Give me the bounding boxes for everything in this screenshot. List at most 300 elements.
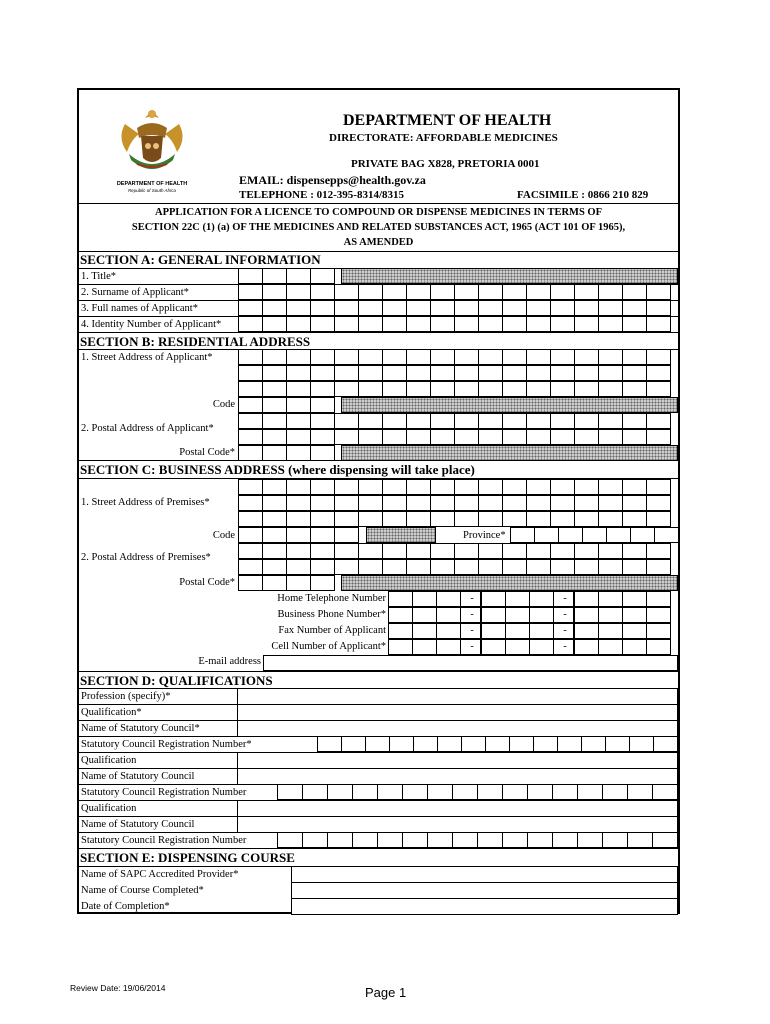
business-postal-code-box[interactable] [262, 575, 287, 591]
province-box[interactable] [558, 527, 583, 543]
street-address-premises-box[interactable] [430, 511, 455, 527]
phone-number-box[interactable] [622, 639, 647, 655]
phone-prefix-box[interactable] [481, 623, 506, 639]
registration-number-box[interactable] [427, 832, 453, 848]
street-address-applicant-box[interactable] [646, 381, 671, 397]
phone-area-code-box[interactable] [436, 639, 461, 655]
postal-address-applicant-box[interactable] [550, 413, 575, 429]
postal-address-premises-box[interactable] [286, 543, 311, 559]
qualification-input[interactable] [237, 688, 678, 705]
postal-address-premises-box[interactable] [526, 543, 551, 559]
qualification-input[interactable] [237, 704, 678, 721]
street-address-applicant-box[interactable] [286, 365, 311, 381]
postal-address-premises-box[interactable] [238, 559, 263, 575]
postal-address-applicant-box[interactable] [238, 429, 263, 445]
registration-number-box[interactable] [509, 736, 534, 752]
residential-postal-code-box[interactable] [286, 445, 311, 461]
street-address-premises-box[interactable] [454, 479, 479, 495]
phone-prefix-box[interactable] [505, 623, 530, 639]
surname-box[interactable] [262, 284, 287, 300]
dispensing-course-input[interactable] [291, 866, 678, 883]
postal-address-premises-box[interactable] [478, 543, 503, 559]
surname-box[interactable] [382, 284, 407, 300]
street-address-premises-box[interactable] [406, 511, 431, 527]
street-address-applicant-box[interactable] [406, 381, 431, 397]
registration-number-box[interactable] [302, 832, 328, 848]
phone-number-box[interactable] [646, 623, 671, 639]
street-address-applicant-box[interactable] [622, 381, 647, 397]
street-address-premises-box[interactable] [382, 511, 407, 527]
postal-address-premises-box[interactable] [574, 543, 599, 559]
street-address-applicant-box[interactable] [574, 365, 599, 381]
postal-address-applicant-box[interactable] [526, 429, 551, 445]
postal-address-applicant-box[interactable] [382, 413, 407, 429]
identity-number-box[interactable] [238, 316, 263, 332]
postal-address-premises-box[interactable] [286, 559, 311, 575]
street-address-applicant-box[interactable] [646, 365, 671, 381]
registration-number-box[interactable] [552, 832, 578, 848]
street-address-applicant-box[interactable] [262, 381, 287, 397]
postal-address-premises-box[interactable] [646, 543, 671, 559]
postal-address-applicant-box[interactable] [502, 413, 527, 429]
phone-number-box[interactable] [622, 623, 647, 639]
phone-number-box[interactable] [574, 607, 599, 623]
identity-number-box[interactable] [598, 316, 623, 332]
registration-number-box[interactable] [427, 784, 453, 800]
street-address-premises-box[interactable] [334, 511, 359, 527]
street-address-premises-box[interactable] [622, 495, 647, 511]
street-address-premises-box[interactable] [550, 495, 575, 511]
qualification-input[interactable] [237, 768, 678, 785]
postal-address-premises-box[interactable] [454, 559, 479, 575]
phone-number-box[interactable] [598, 639, 623, 655]
street-address-premises-box[interactable] [430, 479, 455, 495]
street-address-premises-box[interactable] [502, 511, 527, 527]
postal-address-premises-box[interactable] [310, 543, 335, 559]
postal-address-applicant-box[interactable] [430, 413, 455, 429]
business-postal-code-box[interactable] [310, 575, 335, 591]
title-box[interactable] [262, 268, 287, 284]
street-address-premises-box[interactable] [334, 495, 359, 511]
street-address-applicant-box[interactable] [358, 381, 383, 397]
postal-address-premises-box[interactable] [502, 543, 527, 559]
street-address-applicant-box[interactable] [286, 349, 311, 365]
surname-box[interactable] [430, 284, 455, 300]
registration-number-box[interactable] [461, 736, 486, 752]
registration-number-box[interactable] [502, 784, 528, 800]
street-address-applicant-box[interactable] [262, 365, 287, 381]
phone-area-code-box[interactable] [388, 607, 413, 623]
registration-number-box[interactable] [317, 736, 342, 752]
registration-number-box[interactable] [302, 784, 328, 800]
registration-number-box[interactable] [653, 736, 678, 752]
business-postal-code-box[interactable] [238, 575, 263, 591]
street-address-premises-box[interactable] [526, 511, 551, 527]
street-address-premises-box[interactable] [262, 495, 287, 511]
street-address-applicant-box[interactable] [478, 365, 503, 381]
full-names-box[interactable] [238, 300, 263, 316]
full-names-box[interactable] [334, 300, 359, 316]
street-address-applicant-box[interactable] [526, 381, 551, 397]
phone-prefix-box[interactable] [529, 591, 554, 607]
street-address-applicant-box[interactable] [478, 349, 503, 365]
registration-number-box[interactable] [352, 832, 378, 848]
phone-area-code-box[interactable] [388, 591, 413, 607]
postal-address-applicant-box[interactable] [478, 429, 503, 445]
street-address-premises-box[interactable] [646, 495, 671, 511]
phone-number-box[interactable] [646, 591, 671, 607]
street-address-applicant-box[interactable] [334, 381, 359, 397]
surname-box[interactable] [454, 284, 479, 300]
street-address-applicant-box[interactable] [550, 365, 575, 381]
street-address-premises-box[interactable] [238, 479, 263, 495]
phone-prefix-box[interactable] [505, 591, 530, 607]
postal-address-applicant-box[interactable] [334, 429, 359, 445]
postal-address-applicant-box[interactable] [286, 413, 311, 429]
street-address-premises-box[interactable] [382, 495, 407, 511]
postal-address-applicant-box[interactable] [550, 429, 575, 445]
street-address-premises-box[interactable] [646, 479, 671, 495]
phone-number-box[interactable] [598, 607, 623, 623]
street-address-applicant-box[interactable] [574, 349, 599, 365]
residential-code-box[interactable] [262, 397, 287, 413]
phone-number-box[interactable] [646, 607, 671, 623]
street-address-applicant-box[interactable] [406, 365, 431, 381]
postal-address-applicant-box[interactable] [406, 413, 431, 429]
street-address-premises-box[interactable] [526, 479, 551, 495]
street-address-applicant-box[interactable] [430, 349, 455, 365]
identity-number-box[interactable] [430, 316, 455, 332]
street-address-applicant-box[interactable] [430, 365, 455, 381]
full-names-box[interactable] [310, 300, 335, 316]
street-address-applicant-box[interactable] [310, 381, 335, 397]
street-address-applicant-box[interactable] [502, 381, 527, 397]
phone-prefix-box[interactable] [481, 607, 506, 623]
full-names-box[interactable] [526, 300, 551, 316]
identity-number-box[interactable] [526, 316, 551, 332]
business-postal-code-box[interactable] [286, 575, 311, 591]
qualification-input[interactable] [237, 816, 678, 833]
postal-address-premises-box[interactable] [382, 559, 407, 575]
residential-code-box[interactable] [310, 397, 335, 413]
registration-number-box[interactable] [527, 784, 553, 800]
postal-address-applicant-box[interactable] [262, 413, 287, 429]
registration-number-box[interactable] [477, 784, 503, 800]
postal-address-premises-box[interactable] [646, 559, 671, 575]
title-box[interactable] [310, 268, 335, 284]
postal-address-applicant-box[interactable] [310, 429, 335, 445]
full-names-box[interactable] [622, 300, 647, 316]
street-address-applicant-box[interactable] [238, 365, 263, 381]
registration-number-box[interactable] [365, 736, 390, 752]
full-names-box[interactable] [454, 300, 479, 316]
street-address-premises-box[interactable] [526, 495, 551, 511]
surname-box[interactable] [622, 284, 647, 300]
phone-prefix-box[interactable] [505, 607, 530, 623]
phone-area-code-box[interactable] [436, 623, 461, 639]
registration-number-box[interactable] [352, 784, 378, 800]
street-address-applicant-box[interactable] [454, 365, 479, 381]
street-address-applicant-box[interactable] [478, 381, 503, 397]
postal-address-premises-box[interactable] [622, 559, 647, 575]
registration-number-box[interactable] [377, 784, 403, 800]
postal-address-applicant-box[interactable] [238, 413, 263, 429]
street-address-applicant-box[interactable] [502, 349, 527, 365]
phone-prefix-box[interactable] [481, 639, 506, 655]
registration-number-box[interactable] [581, 736, 606, 752]
postal-address-premises-box[interactable] [598, 559, 623, 575]
postal-address-premises-box[interactable] [262, 559, 287, 575]
postal-address-premises-box[interactable] [406, 543, 431, 559]
registration-number-box[interactable] [602, 784, 628, 800]
postal-address-premises-box[interactable] [574, 559, 599, 575]
phone-number-box[interactable] [646, 639, 671, 655]
street-address-premises-box[interactable] [574, 495, 599, 511]
residential-postal-code-box[interactable] [262, 445, 287, 461]
registration-number-box[interactable] [413, 736, 438, 752]
registration-number-box[interactable] [341, 736, 366, 752]
street-address-premises-box[interactable] [286, 479, 311, 495]
street-address-applicant-box[interactable] [238, 381, 263, 397]
registration-number-box[interactable] [605, 736, 630, 752]
surname-box[interactable] [526, 284, 551, 300]
registration-number-box[interactable] [402, 784, 428, 800]
residential-code-box[interactable] [238, 397, 263, 413]
province-box[interactable] [630, 527, 655, 543]
phone-number-box[interactable] [622, 607, 647, 623]
email-address-input[interactable] [263, 655, 678, 671]
street-address-premises-box[interactable] [238, 511, 263, 527]
identity-number-box[interactable] [310, 316, 335, 332]
postal-address-premises-box[interactable] [454, 543, 479, 559]
street-address-applicant-box[interactable] [622, 349, 647, 365]
phone-area-code-box[interactable] [436, 607, 461, 623]
full-names-box[interactable] [574, 300, 599, 316]
phone-prefix-box[interactable] [481, 591, 506, 607]
street-address-premises-box[interactable] [310, 479, 335, 495]
postal-address-applicant-box[interactable] [430, 429, 455, 445]
street-address-premises-box[interactable] [598, 495, 623, 511]
street-address-premises-box[interactable] [406, 479, 431, 495]
phone-number-box[interactable] [622, 591, 647, 607]
phone-prefix-box[interactable] [529, 607, 554, 623]
postal-address-applicant-box[interactable] [334, 413, 359, 429]
residential-code-box[interactable] [286, 397, 311, 413]
surname-box[interactable] [406, 284, 431, 300]
street-address-applicant-box[interactable] [358, 365, 383, 381]
postal-address-applicant-box[interactable] [646, 429, 671, 445]
postal-address-premises-box[interactable] [478, 559, 503, 575]
full-names-box[interactable] [550, 300, 575, 316]
province-box[interactable] [534, 527, 559, 543]
street-address-applicant-box[interactable] [286, 381, 311, 397]
surname-box[interactable] [286, 284, 311, 300]
identity-number-box[interactable] [334, 316, 359, 332]
street-address-applicant-box[interactable] [430, 381, 455, 397]
street-address-applicant-box[interactable] [358, 349, 383, 365]
surname-box[interactable] [598, 284, 623, 300]
registration-number-box[interactable] [389, 736, 414, 752]
surname-box[interactable] [334, 284, 359, 300]
street-address-premises-box[interactable] [286, 511, 311, 527]
full-names-box[interactable] [358, 300, 383, 316]
full-names-box[interactable] [502, 300, 527, 316]
full-names-box[interactable] [286, 300, 311, 316]
postal-address-premises-box[interactable] [502, 559, 527, 575]
street-address-applicant-box[interactable] [526, 349, 551, 365]
phone-number-box[interactable] [598, 591, 623, 607]
street-address-applicant-box[interactable] [502, 365, 527, 381]
surname-box[interactable] [238, 284, 263, 300]
identity-number-box[interactable] [478, 316, 503, 332]
qualification-input[interactable] [237, 800, 678, 817]
registration-number-box[interactable] [452, 832, 478, 848]
registration-number-box[interactable] [452, 784, 478, 800]
identity-number-box[interactable] [454, 316, 479, 332]
postal-address-applicant-box[interactable] [358, 413, 383, 429]
phone-area-code-box[interactable] [412, 591, 437, 607]
postal-address-premises-box[interactable] [430, 543, 455, 559]
postal-address-premises-box[interactable] [334, 559, 359, 575]
surname-box[interactable] [574, 284, 599, 300]
street-address-premises-box[interactable] [262, 479, 287, 495]
identity-number-box[interactable] [286, 316, 311, 332]
postal-address-applicant-box[interactable] [286, 429, 311, 445]
street-address-applicant-box[interactable] [454, 349, 479, 365]
identity-number-box[interactable] [622, 316, 647, 332]
street-address-premises-box[interactable] [430, 495, 455, 511]
street-address-premises-box[interactable] [310, 495, 335, 511]
registration-number-box[interactable] [437, 736, 462, 752]
street-address-applicant-box[interactable] [574, 381, 599, 397]
registration-number-box[interactable] [652, 784, 678, 800]
business-code-box[interactable] [262, 527, 287, 543]
postal-address-premises-box[interactable] [526, 559, 551, 575]
postal-address-applicant-box[interactable] [310, 413, 335, 429]
postal-address-applicant-box[interactable] [622, 413, 647, 429]
dispensing-course-input[interactable] [291, 898, 678, 915]
postal-address-applicant-box[interactable] [478, 413, 503, 429]
surname-box[interactable] [310, 284, 335, 300]
identity-number-box[interactable] [550, 316, 575, 332]
full-names-box[interactable] [262, 300, 287, 316]
identity-number-box[interactable] [502, 316, 527, 332]
street-address-applicant-box[interactable] [526, 365, 551, 381]
street-address-premises-box[interactable] [550, 511, 575, 527]
registration-number-box[interactable] [602, 832, 628, 848]
street-address-applicant-box[interactable] [598, 349, 623, 365]
street-address-premises-box[interactable] [622, 511, 647, 527]
postal-address-applicant-box[interactable] [574, 413, 599, 429]
qualification-input[interactable] [237, 752, 678, 769]
phone-number-box[interactable] [574, 623, 599, 639]
street-address-premises-box[interactable] [502, 479, 527, 495]
full-names-box[interactable] [478, 300, 503, 316]
postal-address-premises-box[interactable] [550, 559, 575, 575]
full-names-box[interactable] [430, 300, 455, 316]
phone-area-code-box[interactable] [388, 623, 413, 639]
surname-box[interactable] [550, 284, 575, 300]
postal-address-premises-box[interactable] [358, 559, 383, 575]
street-address-premises-box[interactable] [382, 479, 407, 495]
registration-number-box[interactable] [377, 832, 403, 848]
postal-address-applicant-box[interactable] [646, 413, 671, 429]
province-box[interactable] [510, 527, 535, 543]
postal-address-applicant-box[interactable] [598, 413, 623, 429]
street-address-applicant-box[interactable] [310, 365, 335, 381]
street-address-premises-box[interactable] [478, 495, 503, 511]
business-code-box[interactable] [334, 527, 359, 543]
postal-address-applicant-box[interactable] [262, 429, 287, 445]
residential-postal-code-box[interactable] [238, 445, 263, 461]
street-address-applicant-box[interactable] [238, 349, 263, 365]
postal-address-premises-box[interactable] [382, 543, 407, 559]
street-address-premises-box[interactable] [454, 511, 479, 527]
postal-address-premises-box[interactable] [406, 559, 431, 575]
street-address-premises-box[interactable] [478, 511, 503, 527]
street-address-premises-box[interactable] [478, 479, 503, 495]
identity-number-box[interactable] [406, 316, 431, 332]
identity-number-box[interactable] [646, 316, 671, 332]
street-address-applicant-box[interactable] [550, 381, 575, 397]
street-address-applicant-box[interactable] [334, 349, 359, 365]
postal-address-premises-box[interactable] [622, 543, 647, 559]
street-address-premises-box[interactable] [358, 495, 383, 511]
registration-number-box[interactable] [327, 832, 353, 848]
street-address-premises-box[interactable] [238, 495, 263, 511]
phone-area-code-box[interactable] [412, 607, 437, 623]
phone-area-code-box[interactable] [388, 639, 413, 655]
postal-address-premises-box[interactable] [430, 559, 455, 575]
postal-address-premises-box[interactable] [262, 543, 287, 559]
postal-address-applicant-box[interactable] [382, 429, 407, 445]
full-names-box[interactable] [598, 300, 623, 316]
street-address-premises-box[interactable] [310, 511, 335, 527]
street-address-premises-box[interactable] [574, 479, 599, 495]
postal-address-applicant-box[interactable] [358, 429, 383, 445]
registration-number-box[interactable] [629, 736, 654, 752]
registration-number-box[interactable] [552, 784, 578, 800]
street-address-applicant-box[interactable] [646, 349, 671, 365]
province-box[interactable] [654, 527, 679, 543]
phone-area-code-box[interactable] [436, 591, 461, 607]
identity-number-box[interactable] [262, 316, 287, 332]
postal-address-premises-box[interactable] [334, 543, 359, 559]
street-address-applicant-box[interactable] [262, 349, 287, 365]
registration-number-box[interactable] [627, 832, 653, 848]
business-code-box[interactable] [310, 527, 335, 543]
street-address-applicant-box[interactable] [382, 349, 407, 365]
phone-number-box[interactable] [598, 623, 623, 639]
surname-box[interactable] [358, 284, 383, 300]
street-address-applicant-box[interactable] [622, 365, 647, 381]
street-address-premises-box[interactable] [598, 479, 623, 495]
residential-postal-code-box[interactable] [310, 445, 335, 461]
identity-number-box[interactable] [574, 316, 599, 332]
street-address-premises-box[interactable] [406, 495, 431, 511]
business-code-box[interactable] [238, 527, 263, 543]
phone-number-box[interactable] [574, 639, 599, 655]
registration-number-box[interactable] [577, 832, 603, 848]
phone-prefix-box[interactable] [505, 639, 530, 655]
street-address-premises-box[interactable] [502, 495, 527, 511]
registration-number-box[interactable] [402, 832, 428, 848]
title-box[interactable] [238, 268, 263, 284]
business-code-box[interactable] [286, 527, 311, 543]
identity-number-box[interactable] [358, 316, 383, 332]
identity-number-box[interactable] [382, 316, 407, 332]
street-address-premises-box[interactable] [646, 511, 671, 527]
